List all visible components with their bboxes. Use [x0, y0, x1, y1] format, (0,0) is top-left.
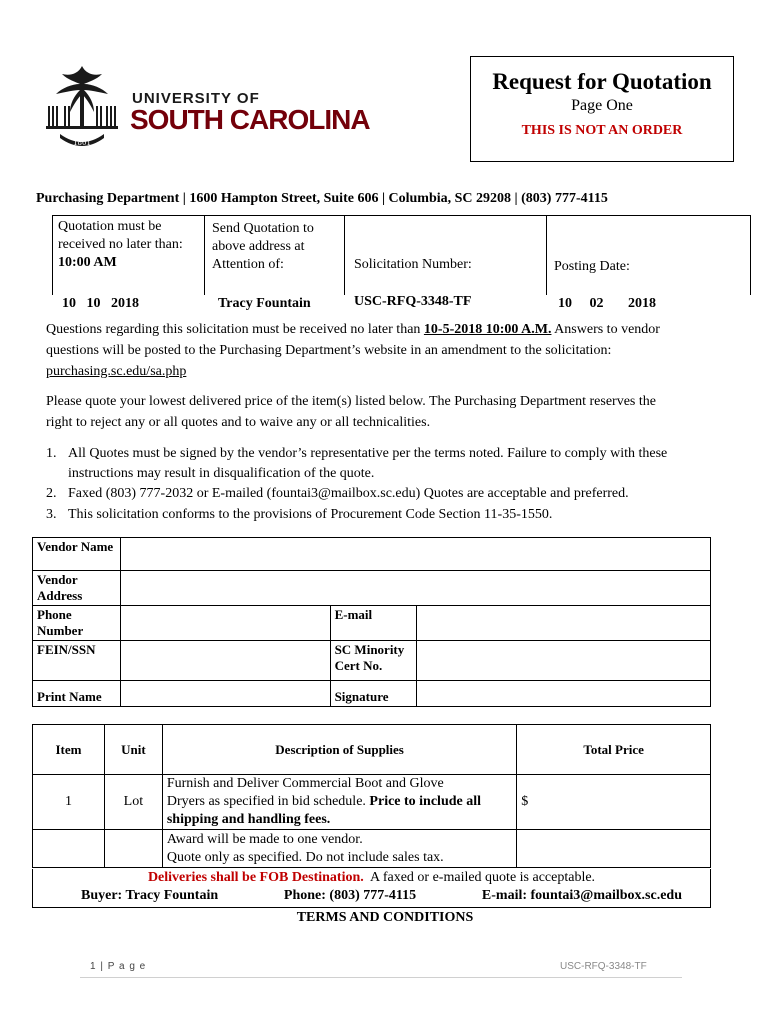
- department-address: Purchasing Department | 1600 Hampton Street, Suite 606 | Columbia, SC 29208 | (803) 777-4115: [36, 191, 608, 206]
- buyer-info: [33, 887, 710, 905]
- vendor-address-label: Vendor Address: [33, 571, 121, 606]
- svg-text:1801: 1801: [73, 139, 91, 147]
- minority-cert-label: SC Minority Cert No.: [330, 641, 416, 681]
- delivery-buyer-bar: [32, 869, 711, 908]
- vendor-address-field[interactable]: [120, 571, 710, 606]
- buyer-email: E-mail: fountai3@mailbox.sc.edu: [481, 888, 682, 903]
- quote-paragraph: Please quote your lowest delivered price of the item(s) listed below. The Purchasing Department reserves the right to reject any or all quotes and to waive any or all technicalities.: [46, 394, 656, 430]
- vendor-name-field[interactable]: [120, 538, 710, 571]
- minority-cert-field[interactable]: [416, 641, 710, 681]
- posting-date-label: Posting Date:: [554, 259, 630, 274]
- total-price-header: Total Price: [517, 725, 711, 775]
- palmetto-seal-icon: [40, 62, 124, 154]
- description-header: Description of Supplies: [162, 725, 516, 775]
- table-row: [33, 775, 711, 830]
- attention-label: Send Quotation to above address at Attention of:: [212, 221, 314, 272]
- deadline-date: 10 10 2018: [62, 296, 139, 311]
- unit-header: Unit: [104, 725, 162, 775]
- vendor-name-label: Vendor Name: [33, 538, 121, 571]
- fein-label: FEIN/SSN: [33, 641, 121, 681]
- item-number: 1: [33, 775, 105, 830]
- print-name-label: Print Name: [33, 681, 121, 707]
- solicitation-number: USC-RFQ-3348-TF: [354, 294, 472, 309]
- solicitation-info: [52, 215, 750, 315]
- item-unit: Lot: [104, 775, 162, 830]
- solicitation-number-label: Solicitation Number:: [354, 257, 472, 272]
- attention-name: Tracy Fountain: [218, 296, 311, 311]
- page-title: Request for Quotation: [492, 69, 712, 94]
- total-price-field[interactable]: $: [517, 775, 711, 830]
- questions-deadline: 10-5-2018 10:00 A.M.: [423, 322, 552, 337]
- usc-logo: [40, 62, 390, 154]
- vendor-table: [32, 537, 711, 707]
- signature-field[interactable]: [416, 681, 710, 707]
- footer-page-number: 1 | P a g e: [90, 961, 147, 972]
- items-table: [32, 724, 711, 868]
- footer-reference: USC-RFQ-3348-TF: [560, 961, 647, 972]
- email-label: E-mail: [330, 606, 416, 641]
- logo-university-of: UNIVERSITY OF: [132, 90, 260, 107]
- delivery-terms: Deliveries shall be FOB Destination. A faxed or e-mailed quote is acceptable.: [147, 870, 596, 885]
- fein-field[interactable]: [120, 641, 330, 681]
- print-name-field[interactable]: [120, 681, 330, 707]
- footer-divider: [80, 977, 682, 978]
- phone-field[interactable]: [120, 606, 330, 641]
- purchasing-link[interactable]: purchasing.sc.edu/sa.php: [46, 364, 187, 379]
- logo-south-carolina: SOUTH CAROLINA: [130, 104, 370, 135]
- email-field[interactable]: [416, 606, 710, 641]
- signature-label: Signature: [330, 681, 416, 707]
- terms-heading: TERMS AND CONDITIONS: [296, 910, 474, 925]
- deadline-label: Quotation must be received no later than: 10:00 AM: [58, 219, 183, 270]
- item-description: Furnish and Deliver Commercial Boot and Glove Dryers as specified in bid schedule. Price to include all shipping and handling fees.: [162, 775, 516, 830]
- buyer-phone: Phone: (803) 777-4115: [283, 888, 417, 903]
- title-box: [470, 56, 734, 162]
- award-notes: Award will be made to one vendor. Quote only as specified. Do not include sales tax.: [162, 830, 516, 868]
- phone-label: Phone Number: [33, 606, 121, 641]
- posting-date: 10 02 2018: [558, 296, 656, 311]
- buyer-name: Buyer: Tracy Fountain: [81, 888, 219, 903]
- questions-paragraph: Questions regarding this solicitation must be received no later than 10-5-2018 10:00 A.M. Answers to vendor questions will be posted to the Purchasing Department’s website in an amendment to the solicitation: purchasing.sc.edu/sa.php: [46, 319, 726, 382]
- item-header: Item: [33, 725, 105, 775]
- page-number-label: Page One: [571, 97, 633, 114]
- not-an-order-notice: THIS IS NOT AN ORDER: [521, 123, 683, 138]
